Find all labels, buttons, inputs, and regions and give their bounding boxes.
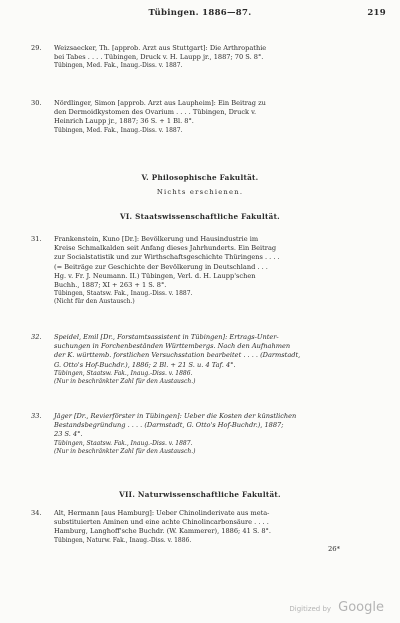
entry-number: 32.: [31, 333, 42, 341]
bibliography-entry: [31, 99, 379, 135]
entry-note: Tübingen, Med. Fak., Inaug.-Diss. v. 1887.: [54, 62, 183, 70]
entry-line: suchungen in Forchenbeständen Württembergs. Nach den Aufnahmen: [54, 342, 291, 351]
entry-note: (Nur in beschränkter Zahl für den Austausch.): [54, 447, 196, 455]
entry-line: Frankenstein, Kuno [Dr.]: Bevölkerung und Hausindustrie im: [54, 235, 259, 243]
entry-line: Jäger [Dr., Revierförster in Tübingen]: Ueber die Kosten der künstlichen: [54, 412, 297, 420]
entry-line: Kreise Schmalkalden seit Anfang dieses Jahrhunderts. Ein Beitrag: [54, 244, 277, 253]
watermark-prefix: Digitized by: [289, 605, 332, 613]
entry-line: zur Socialstatistik und zur Wirthschaftsgeschichte Thüringens . . . .: [54, 253, 280, 262]
bibliography-entry: [31, 412, 379, 456]
page-header: [0, 8, 400, 22]
page-number: 219: [367, 8, 386, 18]
section-note: Nichts erschienen.: [156, 188, 244, 196]
entry-line: Alt, Hermann [aus Hamburg]: Ueber Chinolinderivate aus meta-: [54, 509, 270, 517]
entry-line: Hamburg, Langhoff'sche Buchdr. (W. Kammerer), 1886; 41 S. 8°.: [54, 527, 271, 536]
entry-number: 29.: [31, 44, 42, 52]
entry-line: Bestandsbegründung . . . . (Darmstadt, G. Otto's Hof-Buchdr.), 1887;: [54, 421, 284, 430]
bibliography-entry: [31, 333, 379, 386]
section-heading: VII. Naturwissenschaftliche Fakultät.: [119, 490, 281, 499]
bibliography-entry: [31, 235, 379, 306]
entry-line: Nördlinger, Simon [approb. Arzt aus Laupheim]: Ein Beitrag zu: [54, 99, 266, 107]
entry-line: (= Beiträge zur Geschichte der Bevölkerung in Deutschland . . .: [54, 262, 268, 271]
bibliography-entry: [31, 509, 379, 545]
entry-line: Buchh., 1887; XI + 263 + 1 S. 8°.: [54, 281, 167, 290]
entry-note: Tübingen, Med. Fak., Inaug.-Diss. v. 1887.: [54, 126, 183, 134]
entry-line: bei Tabes . . . . Tübingen, Druck v. H. Laupp jr., 1887; 70 S. 8°.: [54, 53, 264, 62]
entry-number: 33.: [31, 412, 42, 420]
entry-number: 31.: [31, 235, 42, 243]
entry-line: der K. württemb. forstlichen Versuchsstation bearbeitet . . . . (Darmstadt,: [54, 351, 301, 360]
entry-note: (Nur in beschränkter Zahl für den Austausch.): [54, 377, 196, 385]
section-heading: V. Philosophische Fakultät.: [141, 173, 259, 182]
entry-number: 34.: [31, 509, 42, 517]
section-heading: VI. Staatswissenschaftliche Fakultät.: [119, 212, 280, 221]
entry-line: 23 S. 4°.: [54, 430, 83, 439]
entry-note: Tübingen, Staatsw. Fak., Inaug.-Diss. v. 1887.: [54, 439, 193, 447]
google-logo: Google: [338, 600, 384, 615]
entry-note: (Nicht für den Austausch.): [54, 298, 135, 306]
entry-line: Hg. v. Fr. J. Neumann. II.) Tübingen, Verl. d. H. Laupp'schen: [54, 271, 256, 280]
entry-note: Tübingen, Staatsw. Fak., Inaug.-Diss. v. 1887.: [54, 290, 193, 298]
entry-line: Weizsaecker, Th. [approb. Arzt aus Stuttgart]: Die Arthropathie: [54, 44, 267, 52]
digitized-watermark: [289, 596, 384, 615]
running-title: Tübingen. 1886—87.: [148, 8, 252, 18]
signature-mark: 26*: [327, 545, 340, 553]
entry-line: Speidel, Emil [Dr., Forstamtsassistent in Tübingen]: Ertrags-Unter-: [54, 333, 279, 341]
entry-note: Tübingen, Staatsw. Fak., Inaug.-Diss. v. 1886.: [54, 369, 193, 377]
entry-line: substituierten Aminen und eine achte Chinolincarbonsäure . . . .: [54, 518, 269, 527]
entry-line: G. Otto's Hof-Buchdr.), 1886; 2 Bl. + 21 S. u. 4 Taf. 4°.: [54, 360, 236, 369]
entry-note: Tübingen, Naturw. Fak., Inaug.-Diss. v. 1886.: [54, 536, 192, 544]
entry-line: Heinrich Laupp jr., 1887; 36 S. + 1 Bl. 8°.: [54, 117, 194, 126]
entry-number: 30.: [31, 99, 42, 107]
entry-line: den Dermoidkystomen des Ovarium . . . . Tübingen, Druck v.: [54, 108, 257, 117]
bibliography-entry: [31, 44, 379, 70]
